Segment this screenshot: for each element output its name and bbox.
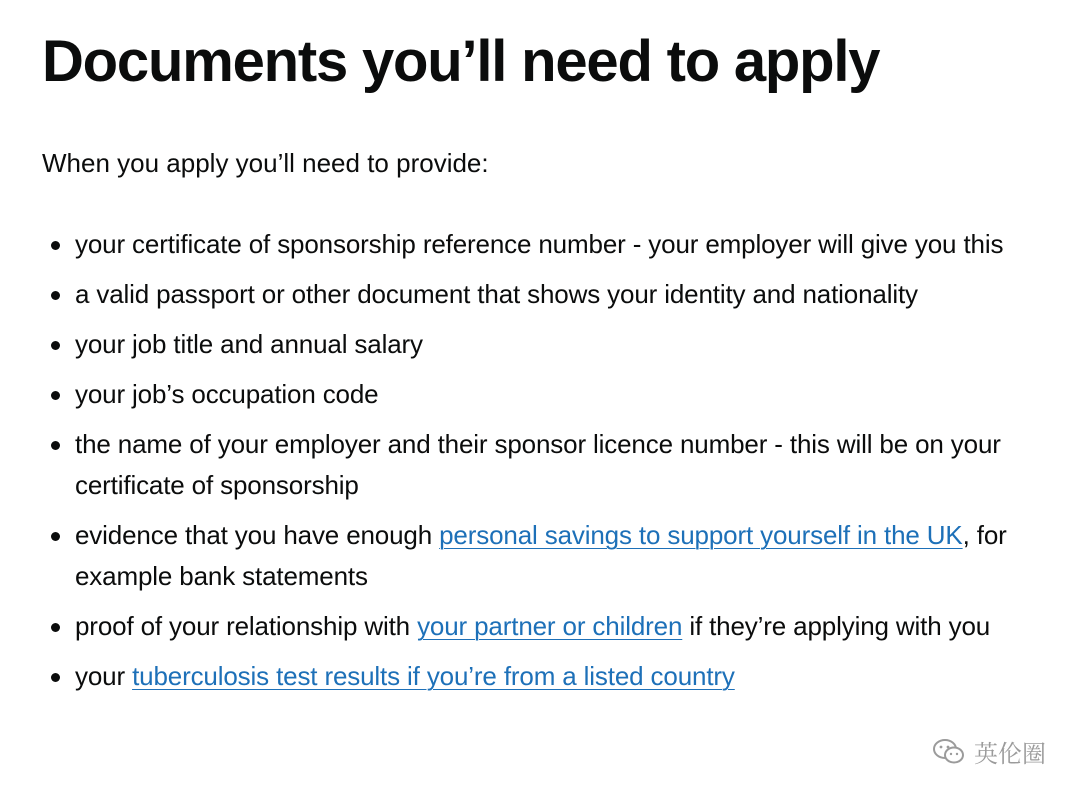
list-item	[42, 606, 1078, 647]
watermark	[932, 734, 1046, 769]
item-text: a valid passport or other document that shows your identity and nationality	[75, 279, 918, 309]
item-text: evidence that you have enough	[75, 520, 440, 550]
list-item	[42, 324, 1078, 365]
list-item	[42, 424, 1078, 506]
bullet-icon	[51, 532, 60, 541]
list-item	[42, 656, 1078, 697]
bullet-icon	[51, 291, 60, 300]
documents-list	[42, 224, 1078, 697]
item-text: , for example bank statements	[75, 520, 1007, 591]
list-item	[42, 224, 1078, 265]
item-text: the name of your employer and their sponsor licence number - this will be on your certificate of sponsorship	[75, 429, 1001, 500]
wechat-icon	[932, 738, 966, 766]
item-text: your job title and annual salary	[75, 329, 423, 359]
list-item	[42, 274, 1078, 315]
list-item	[42, 374, 1078, 415]
bullet-icon	[51, 441, 60, 450]
bullet-icon	[51, 673, 60, 682]
bullet-icon	[51, 391, 60, 400]
tuberculosis-test-link[interactable]: tuberculosis test results if you’re from a listed country	[132, 661, 735, 691]
personal-savings-link[interactable]: personal savings to support yourself in the UK	[439, 520, 963, 550]
watermark-text: 英伦圈	[974, 740, 1046, 768]
list-item	[42, 515, 1078, 597]
partner-or-children-link[interactable]: your partner or children	[417, 611, 683, 641]
item-text: your	[75, 661, 133, 691]
page-title: Documents you’ll need to apply	[42, 29, 880, 94]
content	[42, 24, 1078, 706]
bullet-icon	[51, 241, 60, 250]
item-text: proof of your relationship with	[75, 611, 418, 641]
item-text: your job’s occupation code	[75, 379, 379, 409]
item-text: if they’re applying with you	[682, 611, 991, 641]
intro-text: When you apply you’ll need to provide:	[42, 148, 489, 178]
bullet-icon	[51, 623, 60, 632]
item-text: your certificate of sponsorship reference number - your employer will give you this	[75, 229, 1004, 259]
bullet-icon	[51, 341, 60, 350]
